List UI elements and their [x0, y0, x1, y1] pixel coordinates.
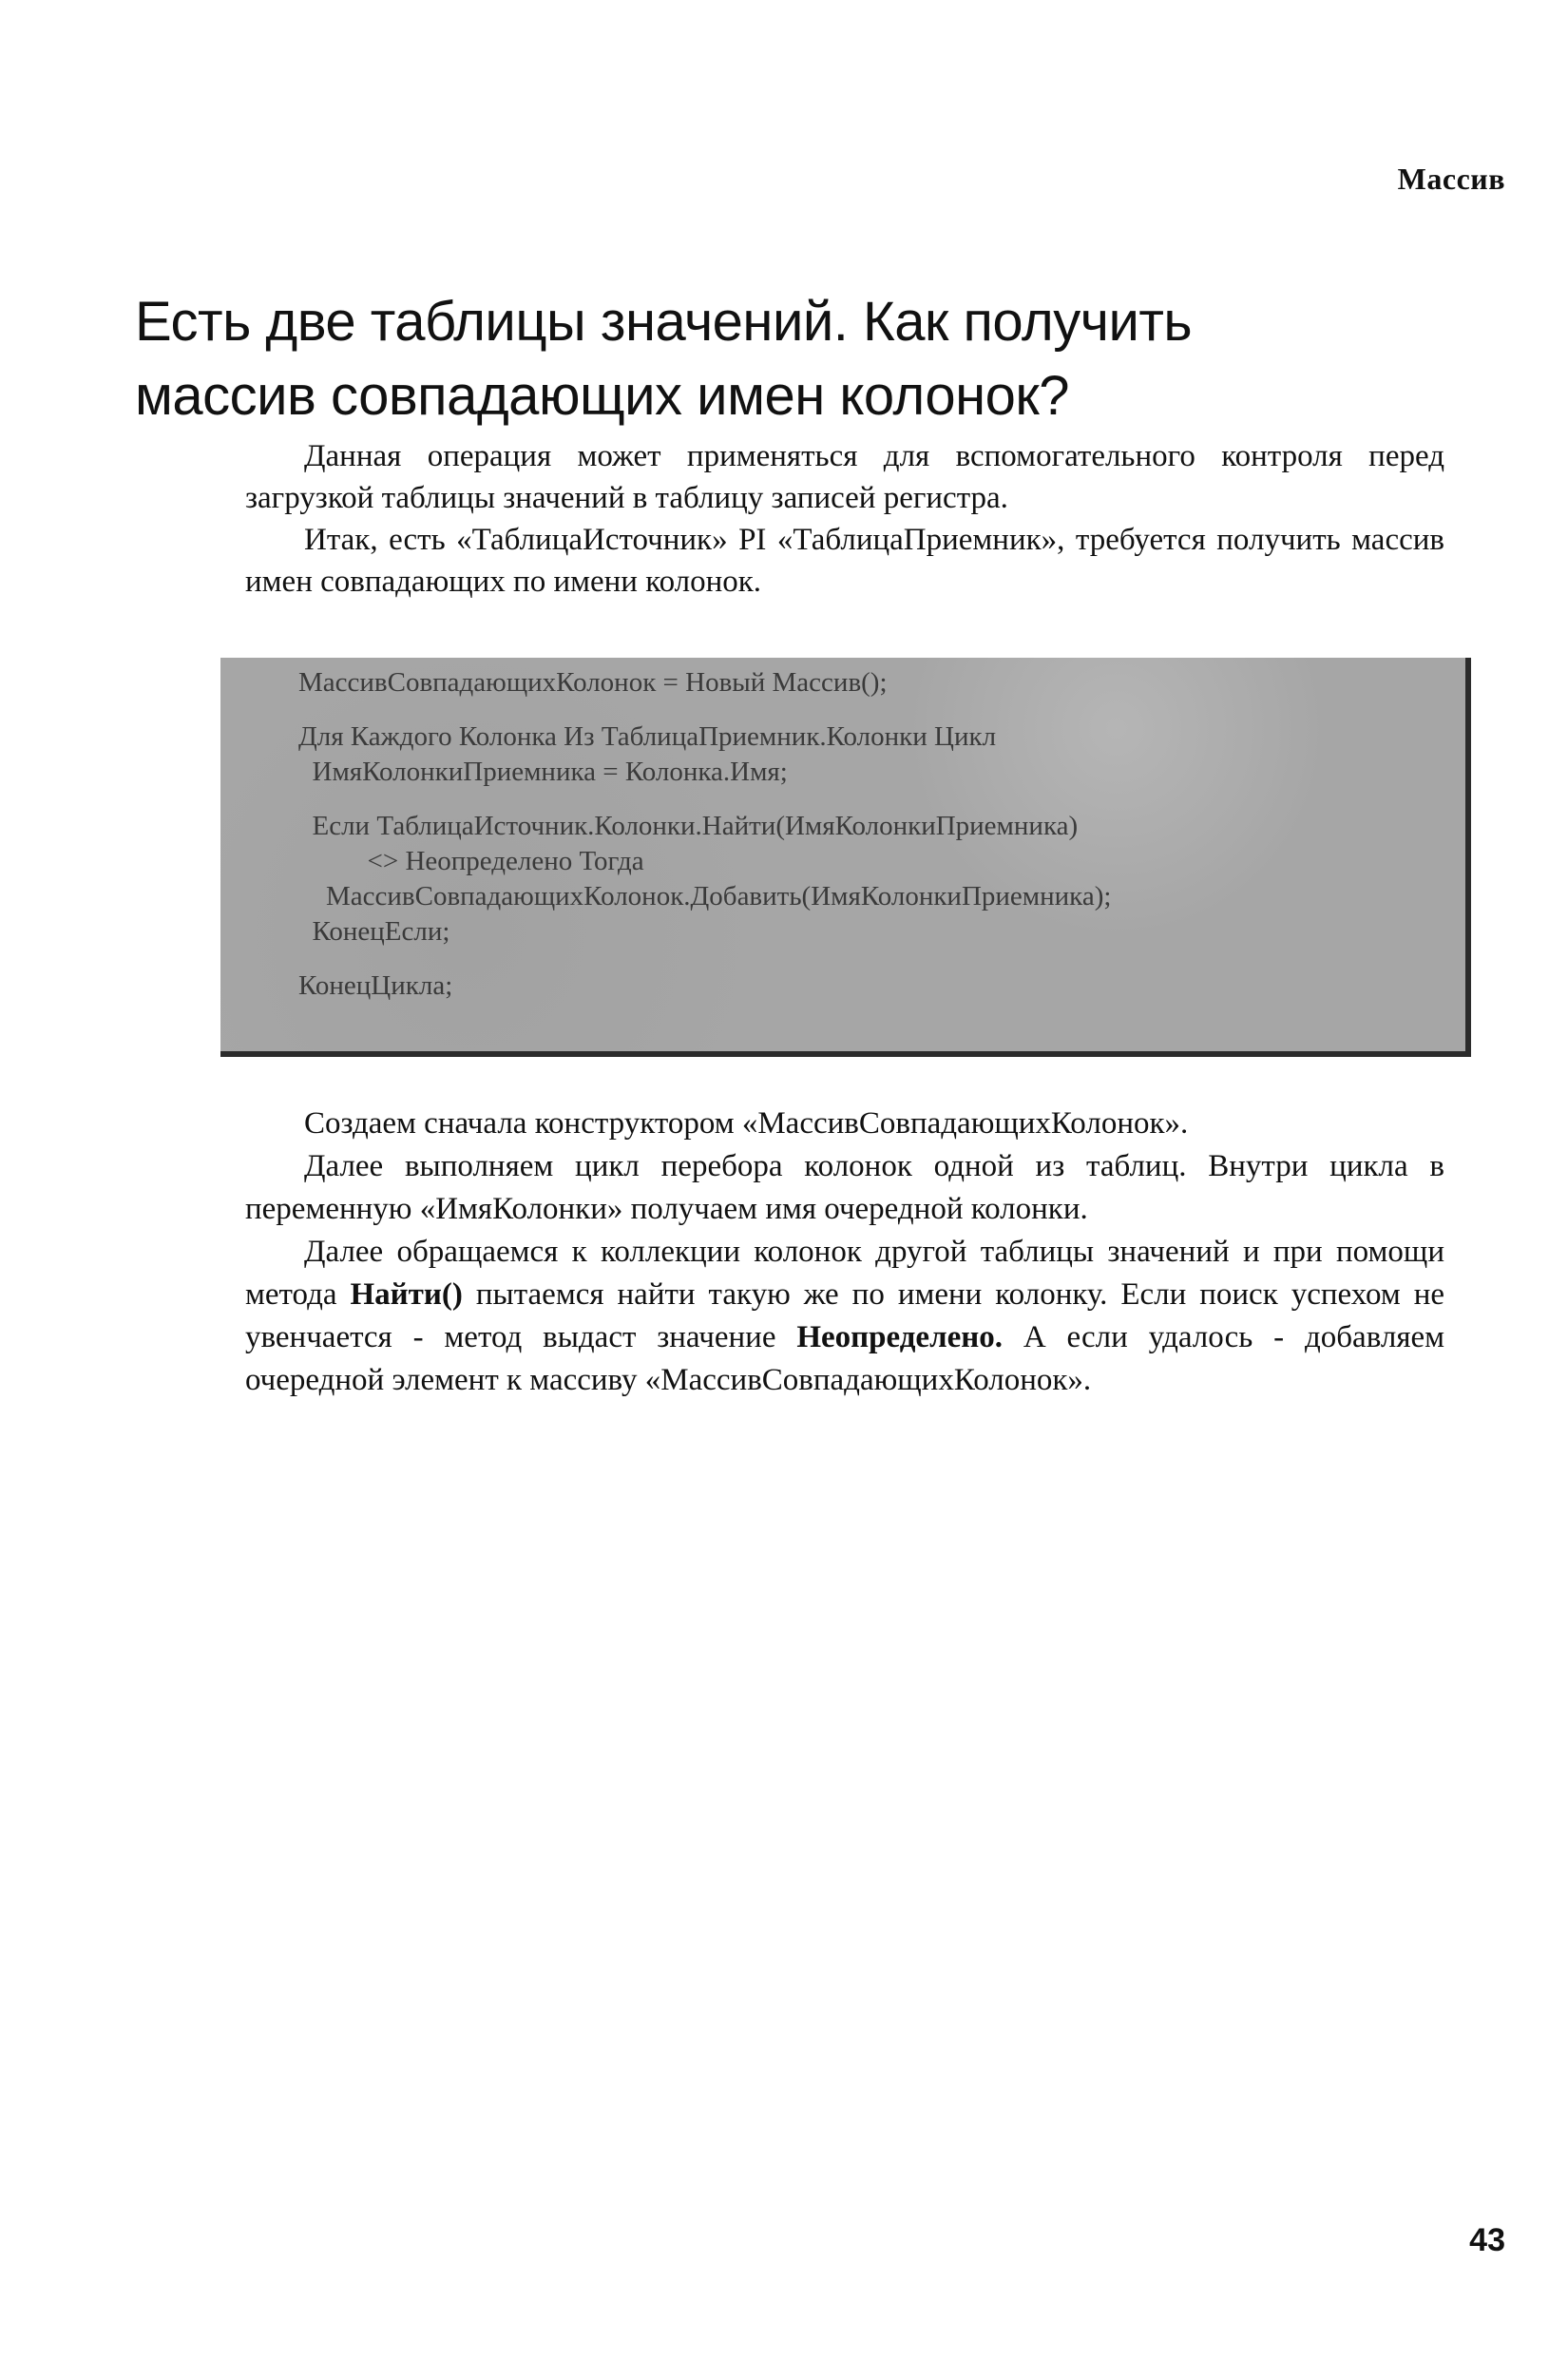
value-undefined: Неопределено. — [796, 1320, 1004, 1354]
body-paragraph-3 — [245, 1231, 1444, 1402]
body-paragraph-2: Далее выполняем цикл перебора колонок одной из таблиц. Внутри цикла в переменную «ИмяКолонки» получаем имя очередной колонки. — [245, 1149, 1444, 1226]
method-name-find: Найти() — [350, 1277, 463, 1312]
code-blank-line — [298, 790, 1465, 809]
page-title — [135, 285, 1465, 433]
code-line: <> Неопределено Тогда — [298, 846, 644, 876]
code-blank-line — [298, 950, 1465, 969]
code-line: Для Каждого Колонка Из ТаблицаПриемник.Колонки Цикл — [298, 721, 997, 752]
intro-section — [245, 435, 1444, 603]
page-number: 43 — [1469, 2222, 1505, 2258]
body-paragraph-3-text: Далее обращаемся к коллекции колонок другой таблицы значений и при помощи метода — [245, 1235, 1444, 1312]
body-paragraph-3-text: пытаемся найти такую же по имени колонку. Если поиск успехом не увенчается - метод выдаст значение — [245, 1277, 1445, 1354]
code-line: МассивСовпадающихКолонок.Добавить(ИмяКолонкиПриемника); — [298, 881, 1112, 911]
code-line: МассивСовпадающихКолонок = Новый Массив(); — [298, 667, 888, 698]
code-line: КонецЕсли; — [298, 916, 450, 947]
code-line: ИмяКолонкиПриемника = Колонка.Имя; — [298, 757, 788, 787]
body-section — [245, 1103, 1444, 1402]
code-line: Если ТаблицаИсточник.Колонки.Найти(ИмяКолонкиПриемника) — [298, 811, 1079, 841]
body-paragraph-1: Создаем сначала конструктором «МассивСовпадающихКолонок». — [304, 1106, 1189, 1141]
body-paragraph-3-text: А если удалось - добавляем очередной элемент к массиву «МассивСовпадающихКолонок». — [245, 1320, 1445, 1397]
code-line: КонецЦикла; — [298, 970, 453, 1001]
page-title-line-1: Есть две таблицы значений. Как получить — [135, 291, 1193, 353]
code-listing — [220, 658, 1471, 1057]
intro-paragraph-1: Данная операция может применяться для вспомогательного контроля перед загрузкой таблицы значений в таблицу записей регистра. — [245, 439, 1444, 515]
code-blank-line — [298, 700, 1465, 720]
page-title-line-2: массив совпадающих имен колонок? — [135, 365, 1070, 427]
running-header: Массив — [1397, 162, 1505, 196]
intro-paragraph-2: Итак, есть «ТаблицаИсточник» PI «ТаблицаПриемник», требуется получить массив имен совпадающих по имени колонок. — [245, 523, 1444, 599]
